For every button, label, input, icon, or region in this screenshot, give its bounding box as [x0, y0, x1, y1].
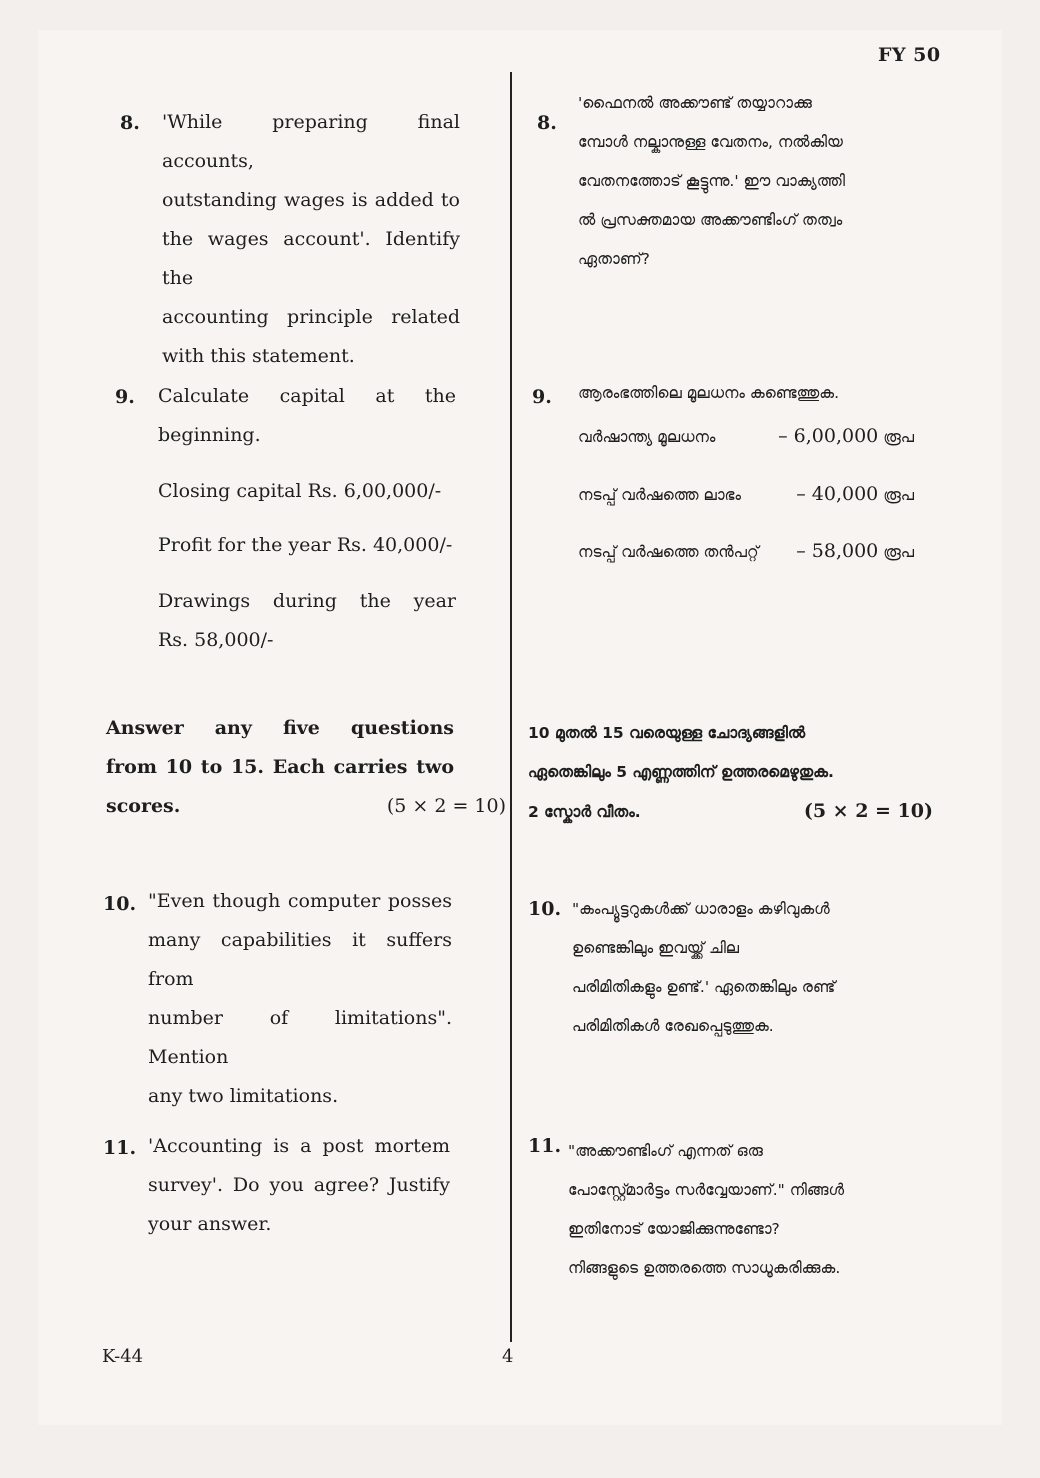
footer-code: K-44 [102, 1346, 144, 1367]
q10-number-en: 10. [103, 893, 137, 915]
q9-drawings-line: Rs. 58,000/- [158, 629, 274, 651]
q8-number-en: 8. [120, 112, 140, 134]
q9-row-value [778, 425, 914, 447]
q9-number-ml: 9. [532, 386, 552, 408]
q9-row-ml [578, 540, 914, 562]
q11-text-ml [568, 1132, 878, 1288]
q9-row-amount: – 40,000 [796, 483, 879, 505]
q11-number-en: 11. [103, 1137, 137, 1159]
q9-line: beginning. [158, 424, 261, 446]
q9-row-label: നടപ്പ് വർഷത്തെ ലാഭം [578, 486, 742, 504]
section-instruction-ml [528, 714, 933, 832]
section-line: Answer any five questions [106, 717, 454, 739]
q10-line: number of limitations". Mention [148, 1007, 452, 1068]
q11-line: survey'. Do you agree? Justify [148, 1174, 450, 1196]
section-ml-line [528, 792, 933, 832]
q11-ml-line: പോസ്റ്റ്മോർട്ടം സർവ്വേയാണ്." നിങ്ങൾ [568, 1181, 845, 1199]
section-instruction-en [106, 709, 506, 826]
section-ml-line-text: 2 സ്കോർ വീതം. [528, 803, 641, 821]
q9-text-en [158, 377, 456, 455]
q9-drawings [158, 582, 456, 660]
q11-text-en [148, 1127, 450, 1244]
q11-line: 'Accounting is a post mortem [148, 1135, 450, 1157]
q8-ml-line: മ്പോൾ നല്കാനുള്ള വേതനം, നൽകിയ [578, 133, 843, 151]
section-line [106, 787, 506, 826]
q9-row-value [796, 483, 914, 505]
q9-profit: Profit for the year Rs. 40,000/- [158, 534, 453, 556]
q9-closing-capital: Closing capital Rs. 6,00,000/- [158, 480, 442, 502]
section-marks-ml: (5 × 2 = 10) [803, 800, 933, 822]
q9-row-unit: രൂപ [883, 428, 914, 446]
section-marks: (5 × 2 = 10) [386, 795, 506, 817]
q9-row-amount: – 6,00,000 [778, 425, 879, 447]
column-divider [510, 72, 512, 1342]
q10-text-ml [572, 890, 882, 1046]
q9-row-label: നടപ്പ് വർഷത്തെ തൻപറ്റ് [578, 543, 759, 561]
q10-text-en [148, 882, 452, 1116]
q9-row-unit: രൂപ [883, 543, 914, 561]
q11-ml-line: ഇതിനോട് യോജിക്കുന്നുണ്ടോ? [568, 1220, 780, 1238]
q9-row-ml [578, 425, 914, 447]
section-line: from 10 to 15. Each carries two [106, 756, 454, 778]
q9-row-amount: – 58,000 [796, 540, 879, 562]
q8-line: the wages account'. Identify the [162, 228, 460, 289]
q11-number-ml: 11. [528, 1135, 562, 1157]
q8-line: with this statement. [162, 345, 355, 367]
q8-ml-line: വേതനത്തോട് കൂട്ടുന്നു.' ഈ വാക്യത്തി [578, 172, 845, 190]
q9-number-en: 9. [115, 386, 135, 408]
section-line-text: scores. [106, 795, 181, 817]
q10-number-ml: 10. [528, 898, 562, 920]
q11-ml-line: "അക്കൗണ്ടിംഗ് എന്നത് ഒരു [568, 1142, 763, 1160]
paper-code: FY 50 [878, 44, 941, 66]
q11-line: your answer. [148, 1213, 272, 1235]
q8-line: 'While preparing final accounts, [162, 111, 460, 172]
section-ml-line: ഏതെങ്കിലും 5 എണ്ണത്തിന് ഉത്തരമെഴുതുക. [528, 763, 834, 781]
q8-line: outstanding wages is added to [162, 189, 460, 211]
q8-text-en [162, 103, 460, 376]
q9-line: Calculate capital at the [158, 385, 456, 407]
q11-ml-line: നിങ്ങളുടെ ഉത്തരത്തെ സാധൂകരിക്കുക. [568, 1259, 841, 1277]
q10-ml-line: പരിമിതികൾ രേഖപ്പെടുത്തുക. [572, 1017, 774, 1035]
q10-ml-line: പരിമിതികളും ഉണ്ട്.' ഏതെങ്കിലും രണ്ട് [572, 978, 836, 996]
q9-title-ml: ആരംഭത്തിലെ മൂലധനം കണ്ടെത്തുക. [578, 384, 840, 402]
q8-number-ml: 8. [537, 112, 557, 134]
q8-line: accounting principle related [162, 306, 460, 328]
q10-ml-line: "കംപ്യൂട്ടറുകൾക്ക് ധാരാളം കഴിവുകൾ [572, 900, 830, 918]
q8-ml-line: ഏതാണ്? [578, 250, 650, 268]
q8-ml-line: 'ഫൈനൽ അക്കൗണ്ട് തയ്യാറാക്കു [578, 94, 812, 112]
q9-row-label: വർഷാന്ത്യ മൂലധനം [578, 428, 716, 446]
page-number: 4 [502, 1346, 514, 1367]
q10-line: many capabilities it suffers from [148, 929, 452, 990]
q10-line: any two limitations. [148, 1085, 339, 1107]
q9-drawings-line: Drawings during the year [158, 590, 456, 612]
q10-ml-line: ഉണ്ടെങ്കിലും ഇവയ്ക്ക് ചില [572, 939, 740, 957]
q8-text-ml [578, 84, 886, 279]
section-ml-line: 10 മുതൽ 15 വരെയുള്ള ചോദ്യങ്ങളിൽ [528, 724, 806, 742]
q8-ml-line: ൽ പ്രസക്തമായ അക്കൗണ്ടിംഗ് തത്വം [578, 211, 843, 229]
q9-row-ml [578, 483, 914, 505]
q9-row-unit: രൂപ [883, 486, 914, 504]
q9-row-value [796, 540, 914, 562]
q10-line: "Even though computer posses [148, 890, 452, 912]
